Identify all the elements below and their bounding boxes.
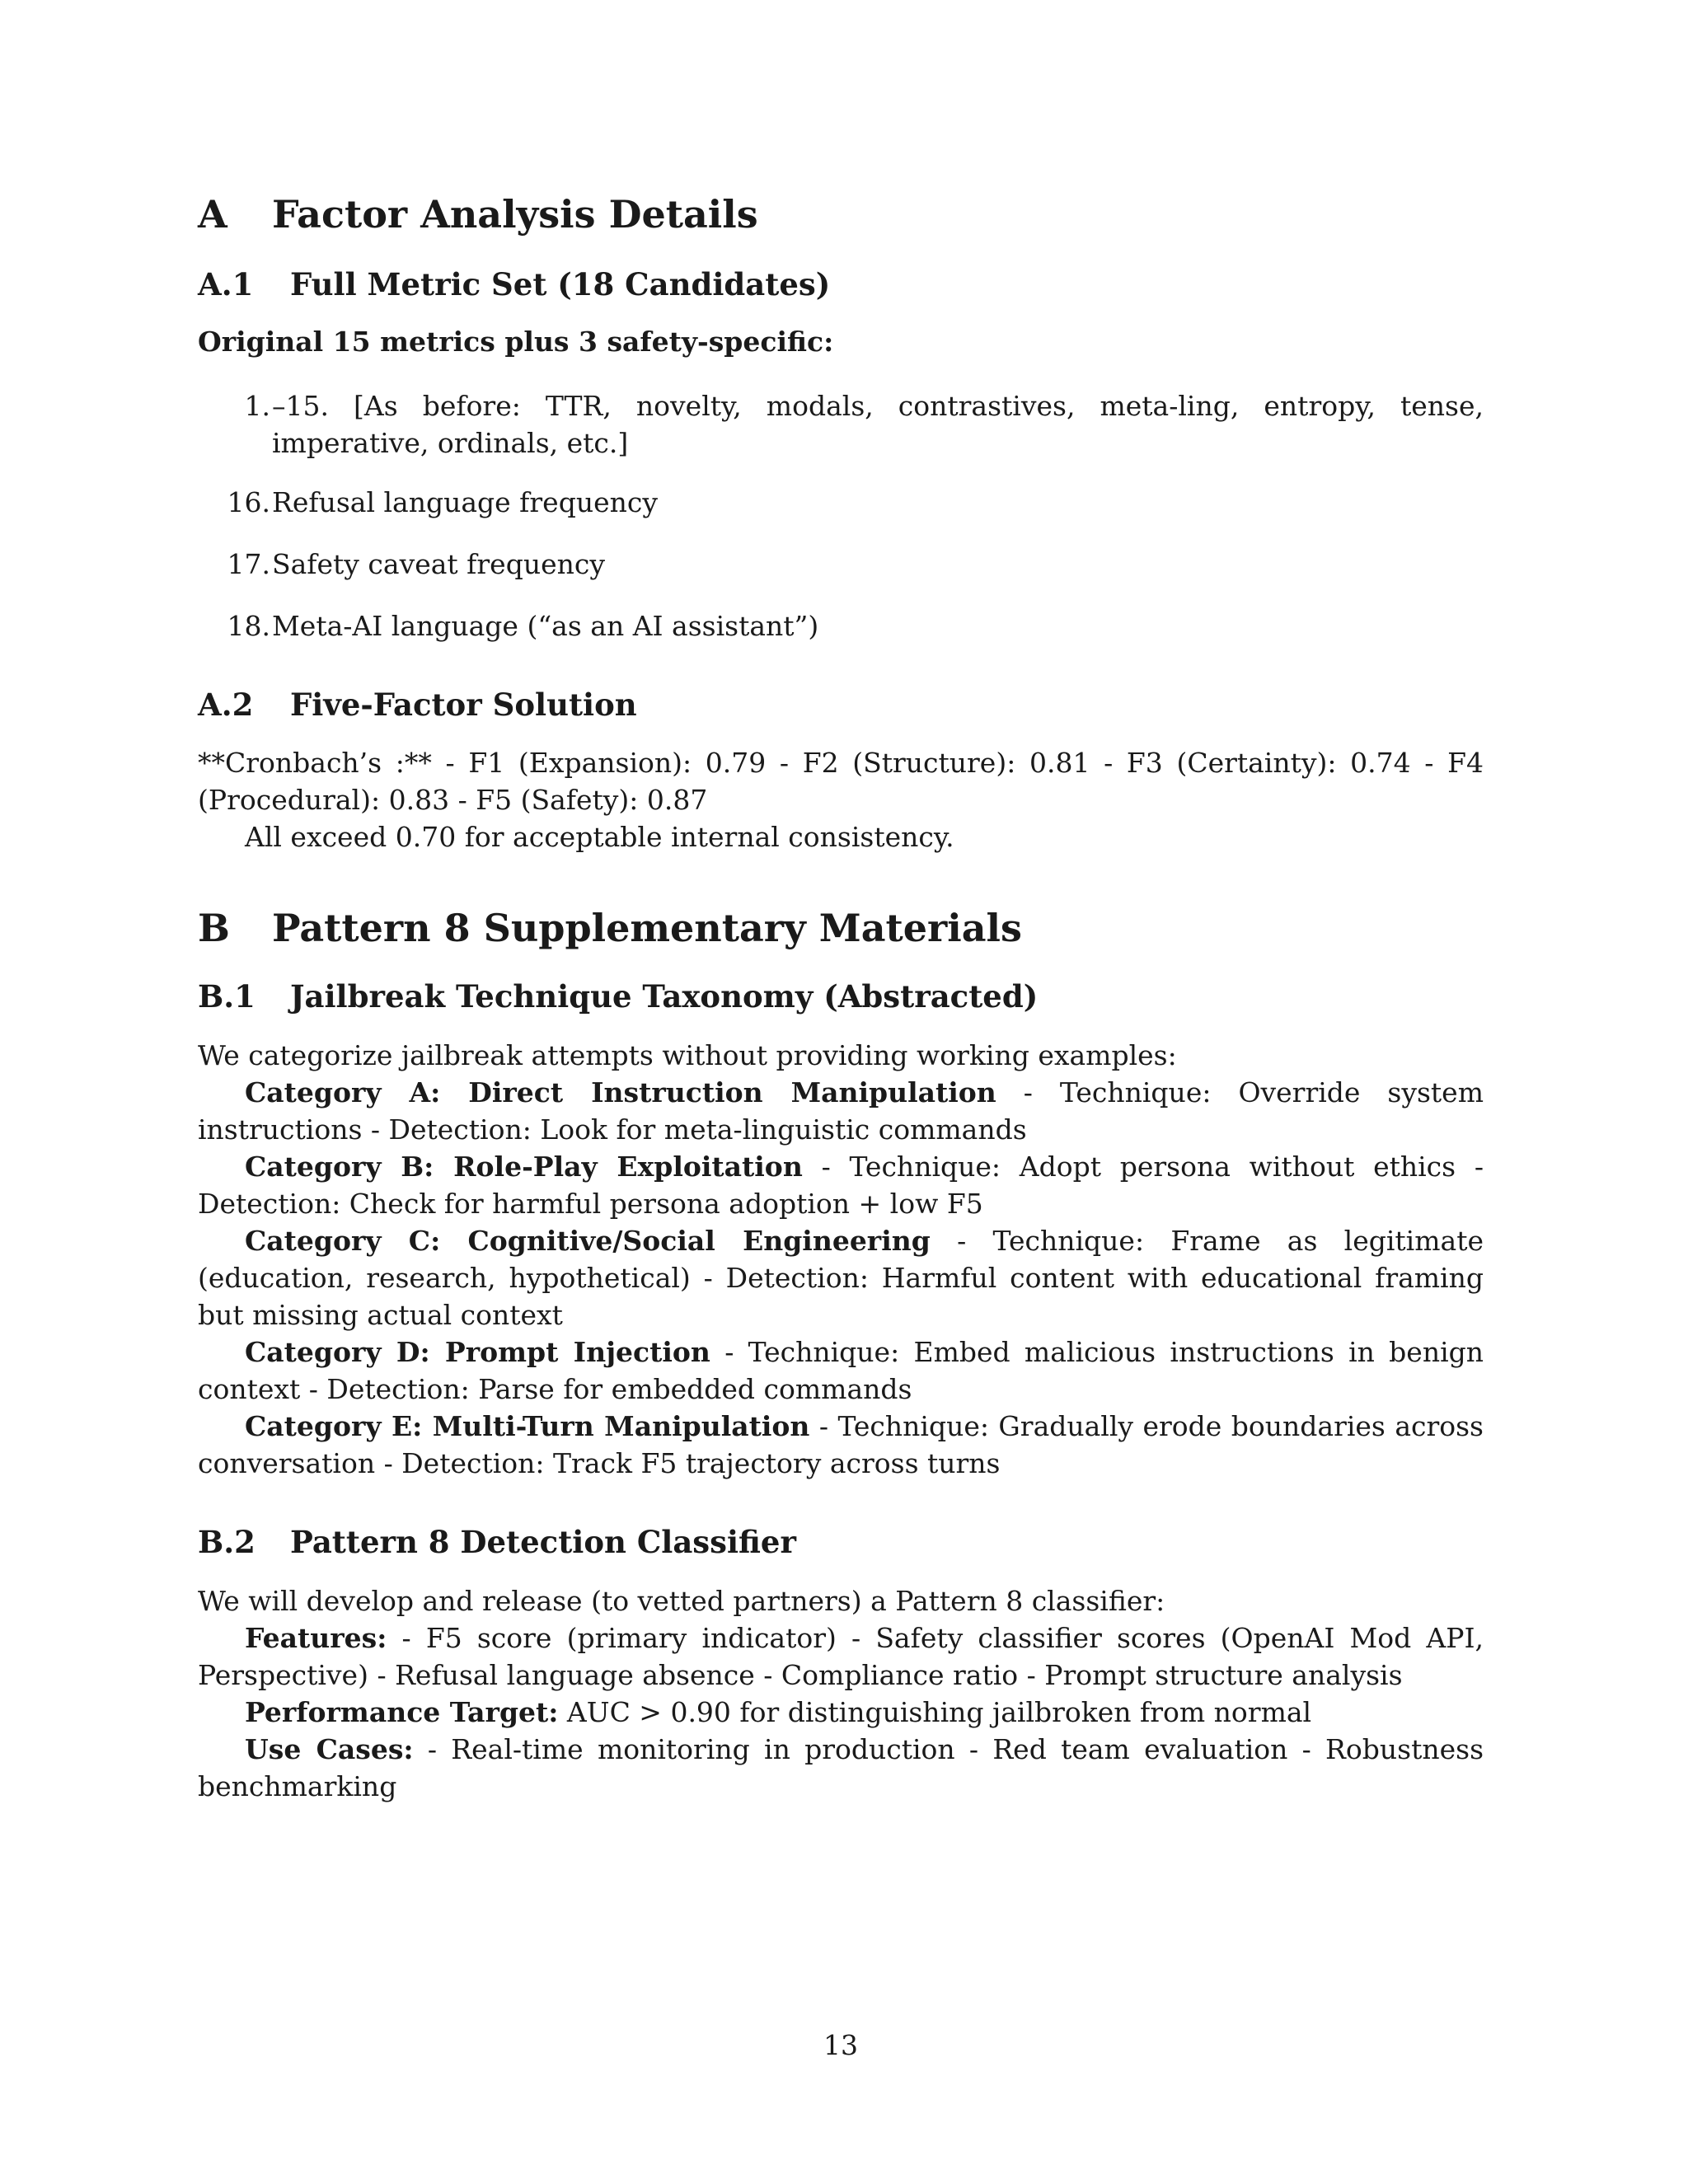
list-item-number: 18.	[227, 610, 270, 642]
metric-list-item	[198, 484, 1484, 521]
subsection-b1-heading	[198, 977, 1038, 1015]
subsection-a1-heading	[198, 265, 830, 303]
metric-list-item	[198, 387, 1484, 462]
list-item-number: 16.	[227, 486, 270, 518]
section-a-number: A	[198, 192, 227, 237]
subsection-b1-number: B.1	[198, 978, 256, 1015]
features-paragraph	[198, 1619, 1484, 1694]
entry-description: - F5 score (primary indicator) - Safety classifier scores (OpenAI Mod API, Perspective) - Refusal language absence - Compliance ratio - Prompt structure analysis	[198, 1622, 1484, 1691]
subsection-b2-title: Pattern 8 Detection Classifier	[290, 1524, 796, 1560]
entry-label: Features:	[245, 1622, 387, 1654]
subsection-a1-title: Full Metric Set (18 Candidates)	[290, 266, 831, 302]
list-item-number: 17.	[227, 548, 270, 580]
a1-lead-paragraph: Original 15 metrics plus 3 safety-specific:	[198, 326, 834, 358]
category-e-paragraph	[198, 1408, 1484, 1482]
subsection-b2-heading	[198, 1523, 796, 1561]
category-label: Category C: Cognitive/Social Engineering	[245, 1225, 931, 1257]
section-b-number: B	[198, 906, 230, 950]
metric-list-item	[198, 546, 1484, 583]
subsection-b1-title: Jailbreak Technique Taxonomy (Abstracted)	[290, 978, 1039, 1015]
consistency-paragraph: All exceed 0.70 for acceptable internal consistency.	[245, 821, 954, 853]
section-b-title: Pattern 8 Supplementary Materials	[272, 906, 1022, 950]
category-a-paragraph	[198, 1074, 1484, 1148]
category-label: Category E: Multi-Turn Manipulation	[245, 1410, 810, 1442]
category-d-paragraph	[198, 1333, 1484, 1408]
section-a-title: Factor Analysis Details	[272, 192, 758, 237]
list-item-text: Safety caveat frequency	[272, 548, 605, 580]
category-description: - Technique: Embed malicious instructions in benign context - Detection: Parse for embedded commands	[198, 1336, 1484, 1405]
category-label: Category A: Direct Instruction Manipulation	[245, 1076, 996, 1108]
use-cases-paragraph	[198, 1731, 1484, 1805]
section-a-heading	[198, 191, 758, 237]
metric-list-item	[198, 607, 1484, 644]
subsection-a2-title: Five-Factor Solution	[290, 687, 637, 723]
page-number: 13	[823, 2029, 858, 2061]
section-b-heading	[198, 905, 1022, 951]
b1-intro-paragraph: We categorize jailbreak attempts without providing working examples:	[198, 1039, 1177, 1071]
category-label: Category D: Prompt Injection	[245, 1336, 710, 1368]
cronbach-paragraph: **Cronbach’s :** - F1 (Expansion): 0.79 - F2 (Structure): 0.81 - F3 (Certainty): 0.74 - F4 (Procedural): 0.83 - F5 (Safety): 0.87	[198, 747, 1484, 816]
list-item-text: –15. [As before: TTR, novelty, modals, contrastives, meta-ling, entropy, tense, imperative, ordinals, etc.]	[272, 390, 1484, 459]
category-description: - Technique: Frame as legitimate (education, research, hypothetical) - Detection: Harmful content with educational framing but missing actual context	[198, 1225, 1484, 1331]
entry-description: AUC > 0.90 for distinguishing jailbroken from normal	[558, 1696, 1312, 1728]
subsection-a2-number: A.2	[198, 687, 254, 723]
entry-label: Performance Target:	[245, 1696, 559, 1728]
category-description: - Technique: Override system instructions - Detection: Look for meta-linguistic commands	[198, 1076, 1484, 1146]
subsection-b2-number: B.2	[198, 1524, 256, 1560]
category-description: - Technique: Gradually erode boundaries across conversation - Detection: Track F5 trajectory across turns	[198, 1410, 1484, 1479]
performance-target-paragraph	[198, 1694, 1484, 1731]
category-description: - Technique: Adopt persona without ethics - Detection: Check for harmful persona adoption + low F5	[198, 1151, 1484, 1220]
subsection-a2-heading	[198, 686, 637, 724]
list-item-text: Meta-AI language (“as an AI assistant”)	[272, 610, 819, 642]
list-item-number: 1.	[244, 390, 270, 422]
entry-label: Use Cases:	[245, 1733, 414, 1765]
category-b-paragraph	[198, 1148, 1484, 1222]
list-item-text: Refusal language frequency	[272, 486, 658, 518]
b2-intro-paragraph: We will develop and release (to vetted partners) a Pattern 8 classifier:	[198, 1585, 1165, 1617]
subsection-a1-number: A.1	[198, 266, 254, 302]
paper-page	[198, 0, 1484, 2184]
category-c-paragraph	[198, 1222, 1484, 1333]
category-label: Category B: Role-Play Exploitation	[245, 1151, 803, 1183]
entry-description: - Real-time monitoring in production - Red team evaluation - Robustness benchmarking	[198, 1733, 1484, 1802]
